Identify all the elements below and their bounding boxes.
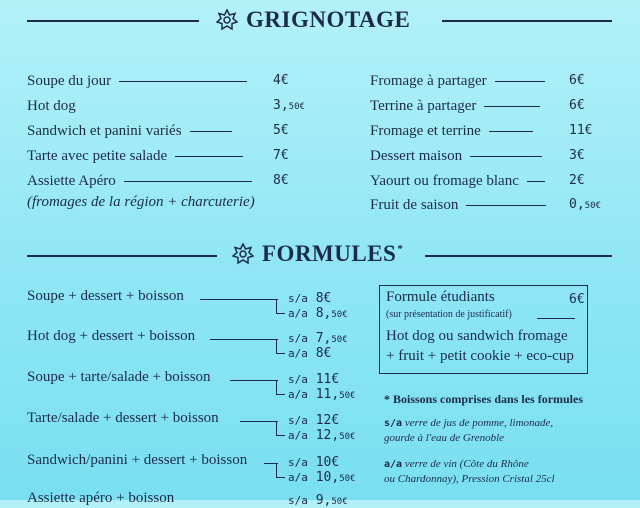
item-label: Dessert maison <box>370 147 463 164</box>
price-aa: a/a 8€ <box>288 346 332 361</box>
menu-item <box>370 120 541 142</box>
leader-line <box>484 106 540 107</box>
formule-label: Assiette apéro + boisson <box>27 490 175 506</box>
menu-item <box>370 170 553 192</box>
item-label: Terrine à partager <box>370 97 477 114</box>
item-label: Fromage et terrine <box>370 122 481 139</box>
leader-line <box>489 131 533 132</box>
leader-line <box>470 156 542 157</box>
leader-line <box>240 421 278 422</box>
leader-line <box>119 81 247 82</box>
menu-item <box>370 95 548 117</box>
menu-item <box>27 170 260 192</box>
drinks-heading: * Boissons comprises dans les formules <box>384 392 584 406</box>
price-sa: s/a 9,50€ <box>288 493 348 508</box>
price-sa: s/a 10€ <box>288 455 340 470</box>
price-bracket <box>276 380 285 395</box>
price-bracket <box>276 463 285 478</box>
leader-line <box>124 181 252 182</box>
student-sub-leader <box>537 318 575 319</box>
student-title: Formule étudiants <box>386 289 495 305</box>
price-bracket <box>276 299 285 314</box>
item-price: 3€ <box>569 148 585 163</box>
student-line1: Hot dog ou sandwich fromage <box>386 328 568 344</box>
leader-line <box>190 131 232 132</box>
price-aa: a/a 10,50€ <box>288 470 356 485</box>
item-price: 0,50€ <box>569 197 601 212</box>
item-price: 4€ <box>273 73 289 88</box>
price-bracket <box>276 339 285 354</box>
price-aa: a/a 8,50€ <box>288 306 348 321</box>
menu-item <box>27 120 240 142</box>
item-price: 3,50€ <box>273 98 305 113</box>
leader-line <box>527 181 545 182</box>
item-price: 7€ <box>273 148 289 163</box>
leader-line <box>175 156 243 157</box>
item-price: 2€ <box>569 173 585 188</box>
item-label: Fruit de saison <box>370 196 459 213</box>
grignotage-title <box>216 7 410 33</box>
formules-title <box>232 241 403 267</box>
drinks-aa: a/a verre de vin (Côte du Rhône ou Chardonnay), Pression Cristal 25cl <box>384 458 555 485</box>
price-aa: a/a 12,50€ <box>288 428 356 443</box>
leader-line <box>200 299 278 300</box>
drinks-sa: s/a verre de jus de pomme, limonade, gourde à l'eau de Grenoble <box>384 417 554 444</box>
item-label: Fromage à partager <box>370 72 487 89</box>
menu-item <box>27 70 255 92</box>
item-label: Soupe du jour <box>27 72 112 89</box>
formule-label: Soupe + tarte/salade + boisson <box>27 369 211 385</box>
student-sub: (sur présentation de justificatif) <box>386 309 512 320</box>
leader-line <box>466 205 546 206</box>
formules-rule-left <box>27 255 217 257</box>
item-price: 8€ <box>273 173 289 188</box>
flower-icon <box>232 243 254 265</box>
price-sa: s/a 11€ <box>288 372 340 387</box>
flower-icon <box>216 9 238 31</box>
item-label: Yaourt ou fromage blanc <box>370 172 519 189</box>
item-price: 6€ <box>569 73 585 88</box>
item-label: Hot dog <box>27 97 76 114</box>
student-line2: + fruit + petit cookie + eco-cup <box>386 348 574 364</box>
leader-line <box>230 380 278 381</box>
formule-label: Sandwich/panini + dessert + boisson <box>27 452 248 468</box>
item-label: Sandwich et panini variés <box>27 122 182 139</box>
item-price: 5€ <box>273 123 289 138</box>
formule-label: Hot dog + dessert + boisson <box>27 328 196 344</box>
apero-note: (fromages de la région + charcuterie) <box>27 194 255 210</box>
student-price: 6€ <box>569 292 585 307</box>
price-aa: a/a 11,50€ <box>288 387 356 402</box>
grignotage-rule-left <box>27 20 199 22</box>
menu-item <box>370 70 553 92</box>
menu-item <box>370 194 554 216</box>
leader-line <box>495 81 545 82</box>
grignotage-rule-right <box>442 20 612 22</box>
price-sa: s/a 12€ <box>288 413 340 428</box>
price-sa: s/a 8€ <box>288 291 332 306</box>
menu-item <box>27 95 76 117</box>
grignotage-title-text: GRIGNOTAGE <box>246 7 411 32</box>
price-sa: s/a 7,50€ <box>288 331 348 346</box>
formules-title-text: FORMULES* <box>262 241 404 266</box>
item-label: Tarte avec petite salade <box>27 147 168 164</box>
menu-item <box>27 145 251 167</box>
item-price: 6€ <box>569 98 585 113</box>
price-bracket <box>276 421 285 436</box>
formule-label: Tarte/salade + dessert + boisson <box>27 410 219 426</box>
leader-line <box>210 339 278 340</box>
item-price: 11€ <box>569 123 593 138</box>
formule-label: Soupe + dessert + boisson <box>27 288 184 304</box>
menu-item <box>370 145 550 167</box>
item-label: Assiette Apéro <box>27 172 116 189</box>
formules-rule-right <box>425 255 612 257</box>
